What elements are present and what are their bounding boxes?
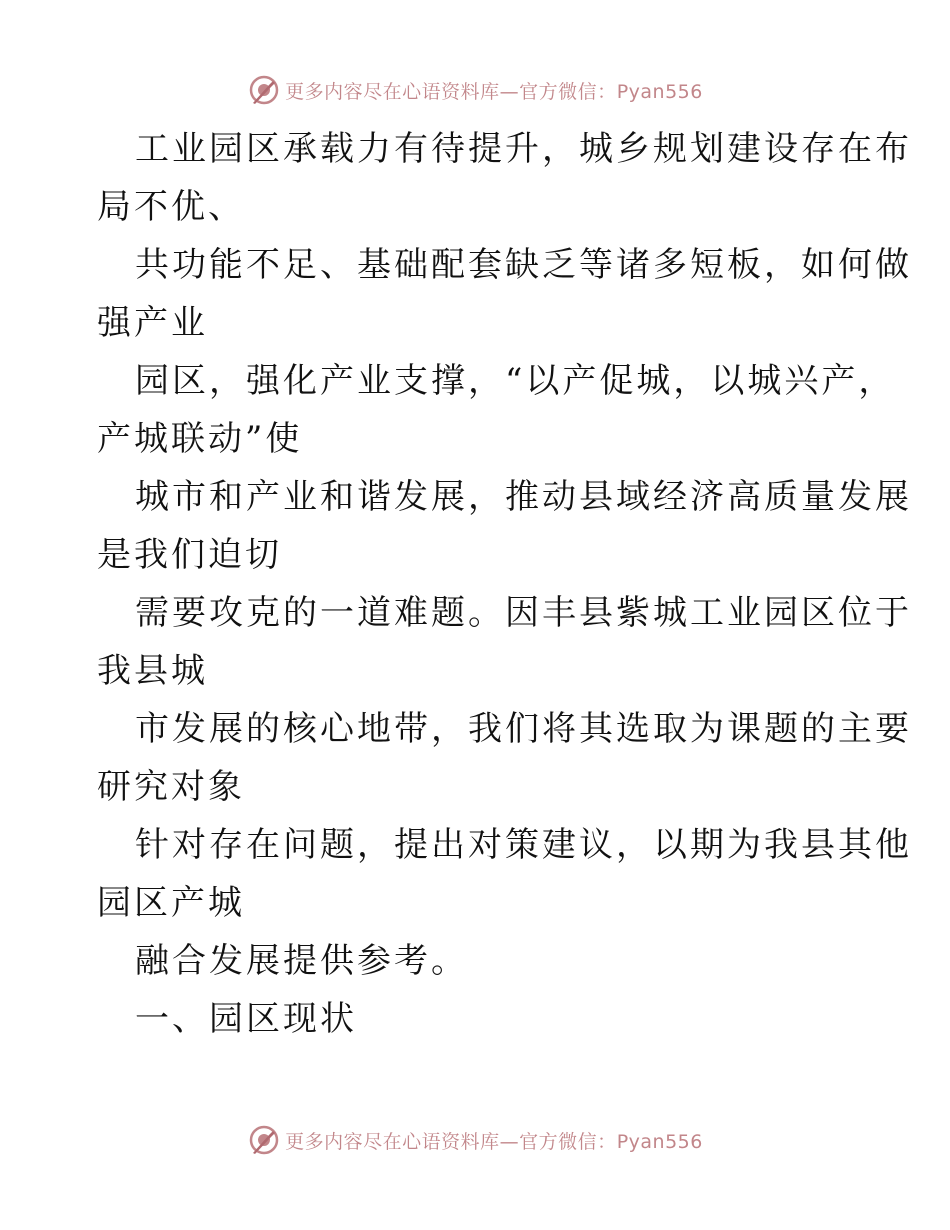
watermark-wechat-id: Pyan556	[616, 1130, 703, 1153]
paragraph-line: 是我们迫切	[97, 535, 282, 575]
paragraph-line: 局不优、	[97, 187, 245, 227]
paragraph-line: 研究对象	[97, 767, 245, 807]
paragraph-line: 强产业	[97, 303, 208, 343]
paragraph-line: 市发展的核心地带，我们将其选取为课题的主要	[135, 709, 912, 749]
section-heading: 一、园区现状	[135, 999, 357, 1039]
watermark-text	[285, 1127, 703, 1154]
paragraph-line: 融合发展提供参考。	[135, 941, 468, 981]
paragraph-line: 城市和产业和谐发展，推动县域经济高质量发展	[135, 477, 912, 517]
paragraph-line: 园区，强化产业支撑，“以产促城，以城兴产，	[135, 361, 896, 401]
document-body	[97, 120, 912, 1048]
watermark-wechat-id: Pyan556	[616, 80, 703, 103]
watermark-wechat-label: 官方微信：	[519, 1130, 617, 1153]
paragraph-line: 需要攻克的一道难题。因丰县紫城工业园区位于	[135, 593, 912, 633]
watermark-site-text: 更多内容尽在心语资料库—	[285, 80, 520, 103]
paragraph-line: 工业园区承载力有待提升，城乡规划建设存在布	[135, 129, 912, 169]
paragraph-line: 共功能不足、基础配套缺乏等诸多短板，如何做	[135, 245, 912, 285]
header-watermark	[0, 70, 950, 110]
paragraph-line: 我县城	[97, 651, 208, 691]
watermark-site-text: 更多内容尽在心语资料库—	[285, 1130, 520, 1153]
paragraph-line: 针对存在问题，提出对策建议，以期为我县其他	[135, 825, 912, 865]
pen-nib-logo-icon	[247, 1123, 281, 1157]
watermark-wechat-label: 官方微信：	[519, 80, 617, 103]
watermark-text	[285, 77, 703, 104]
paragraph-line: 园区产城	[97, 883, 245, 923]
paragraph-line: 产城联动”使	[97, 419, 303, 459]
pen-nib-logo-icon	[247, 73, 281, 107]
footer-watermark	[0, 1120, 950, 1160]
